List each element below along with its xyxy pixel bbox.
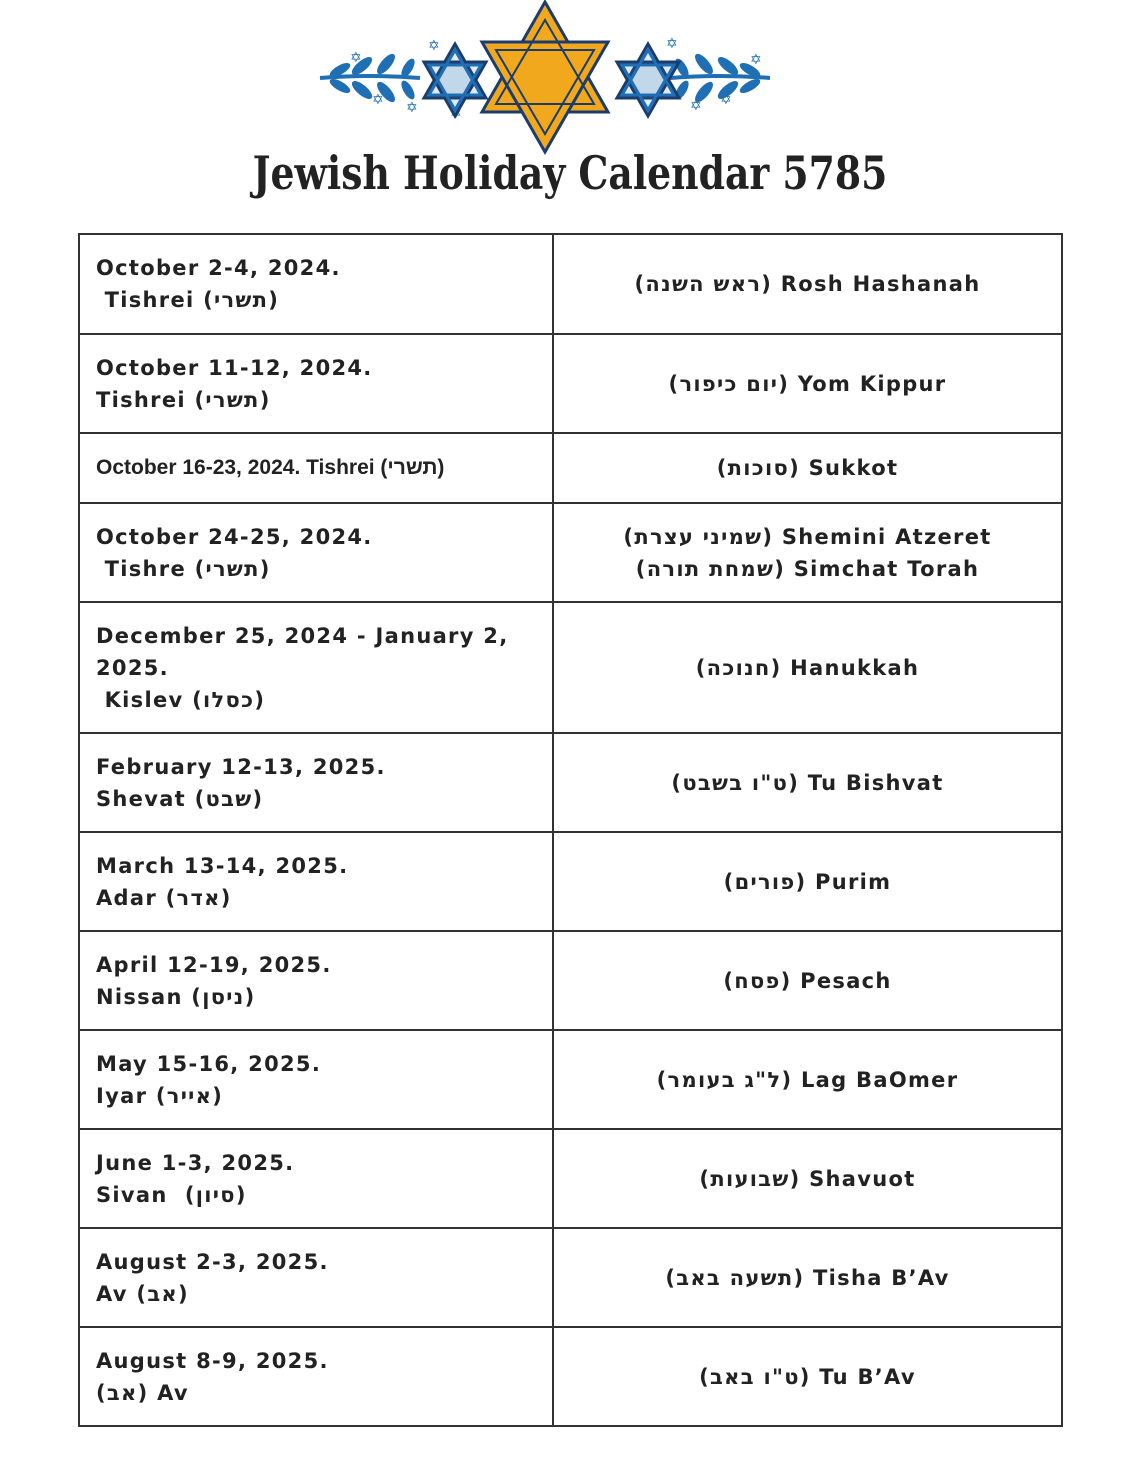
table-row xyxy=(79,334,1062,433)
table-row xyxy=(79,503,1062,602)
date-cell xyxy=(79,234,553,334)
month-line: Tishrei (תשרי) xyxy=(96,288,280,312)
svg-text:✡: ✡ xyxy=(450,106,462,122)
month-line: Iyar (אייר) xyxy=(96,1083,224,1108)
month-line: Kislev (כסלו) xyxy=(96,687,266,712)
page-title: Jewish Holiday Calendar 5785 xyxy=(252,146,888,200)
date-cell xyxy=(79,1129,553,1228)
table-row xyxy=(79,832,1062,931)
date-line: June 1-3, 2025. xyxy=(96,1150,295,1175)
holiday-cell xyxy=(553,931,1062,1030)
date-cell xyxy=(79,334,553,433)
holiday-name: (שמיני עצרת) Shemini Atzeret xyxy=(623,524,992,549)
svg-text:✡: ✡ xyxy=(350,50,362,66)
svg-text:✡: ✡ xyxy=(720,92,732,108)
holiday-cell xyxy=(553,334,1062,433)
date-cell xyxy=(79,931,553,1030)
date-line: October 16-23, 2024. Tishrei (תשרי) xyxy=(96,456,445,479)
holiday-name: (ל"ג בעומר) Lag BaOmer xyxy=(656,1067,959,1092)
holiday-cell xyxy=(553,1030,1062,1129)
date-line: December 25, 2024 - January 2, xyxy=(96,623,509,648)
table-row xyxy=(79,602,1062,733)
star-of-david-icon xyxy=(424,44,486,116)
holiday-name: (תשעה באב) Tisha B’Av xyxy=(665,1265,950,1290)
holiday-cell xyxy=(553,832,1062,931)
date-cell xyxy=(79,832,553,931)
leaf-branch-icon xyxy=(320,52,420,104)
table-row xyxy=(79,1030,1062,1129)
svg-text:✡: ✡ xyxy=(690,98,702,114)
holiday-name: (ט"ו בשבט) Tu Bishvat xyxy=(671,770,944,795)
date-line: October 24-25, 2024. xyxy=(96,524,373,549)
holiday-name: (שמחת תורה) Simchat Torah xyxy=(635,556,980,581)
date-cell xyxy=(79,733,553,832)
table-row xyxy=(79,1327,1062,1426)
date-line: October 2-4, 2024. xyxy=(96,256,341,280)
month-line: Nissan (ניסן) xyxy=(96,984,256,1009)
month-line: (אב) Av xyxy=(96,1380,189,1405)
table-row xyxy=(79,733,1062,832)
date-cell xyxy=(79,1327,553,1426)
table-row xyxy=(79,1228,1062,1327)
date-cell xyxy=(79,602,553,733)
table-row xyxy=(79,931,1062,1030)
holiday-cell xyxy=(553,503,1062,602)
holiday-name: (ט"ו באב) Tu B’Av xyxy=(699,1364,916,1389)
table-row xyxy=(79,433,1062,503)
holiday-cell xyxy=(553,733,1062,832)
date-line: May 15-16, 2025. xyxy=(96,1051,322,1076)
star-of-david-icon xyxy=(482,2,608,152)
holiday-name: (ראש השנה) Rosh Hashanah xyxy=(634,272,981,296)
holiday-name: (פורים) Purim xyxy=(723,869,892,894)
holiday-name: (פסח) Pesach xyxy=(723,968,892,993)
holiday-cell xyxy=(553,602,1062,733)
holiday-cell xyxy=(553,1228,1062,1327)
date-cell xyxy=(79,1228,553,1327)
table-row xyxy=(79,1129,1062,1228)
holiday-name: (חנוכה) Hanukkah xyxy=(695,655,920,680)
date-line: August 8-9, 2025. xyxy=(96,1348,329,1373)
date-line: April 12-19, 2025. xyxy=(96,952,332,977)
date-cell xyxy=(79,433,553,503)
holiday-table xyxy=(78,233,1063,1427)
holiday-cell xyxy=(553,234,1062,334)
holiday-name: (סוכות) Sukkot xyxy=(716,456,899,480)
svg-text:✡: ✡ xyxy=(372,92,384,108)
month-line: Shevat (שבט) xyxy=(96,786,264,811)
star-of-david-icon xyxy=(617,44,679,116)
svg-text:✡: ✡ xyxy=(406,100,418,116)
date-line: August 2-3, 2025. xyxy=(96,1249,329,1274)
holiday-cell xyxy=(553,1327,1062,1426)
date-cell xyxy=(79,503,553,602)
month-line: Av (אב) xyxy=(96,1281,189,1306)
date-line: 2025. xyxy=(96,655,169,680)
svg-text:✡: ✡ xyxy=(750,52,762,68)
svg-text:✡: ✡ xyxy=(428,38,440,54)
date-line: February 12-13, 2025. xyxy=(96,754,386,779)
holiday-cell xyxy=(553,1129,1062,1228)
header-ornament xyxy=(310,0,780,160)
holiday-name: (שבועות) Shavuot xyxy=(699,1166,916,1191)
date-line: October 11-12, 2024. xyxy=(96,355,373,380)
month-line: Sivan (סיון) xyxy=(96,1182,247,1207)
month-line: Tishre (תשרי) xyxy=(96,556,271,581)
holiday-name: (יום כיפור) Yom Kippur xyxy=(668,371,947,396)
month-line: Tishrei (תשרי) xyxy=(96,387,271,412)
date-cell xyxy=(79,1030,553,1129)
holiday-cell xyxy=(553,433,1062,503)
svg-text:✡: ✡ xyxy=(666,36,678,52)
date-line: March 13-14, 2025. xyxy=(96,853,349,878)
month-line: Adar (אדר) xyxy=(96,885,232,910)
table-row xyxy=(79,234,1062,334)
